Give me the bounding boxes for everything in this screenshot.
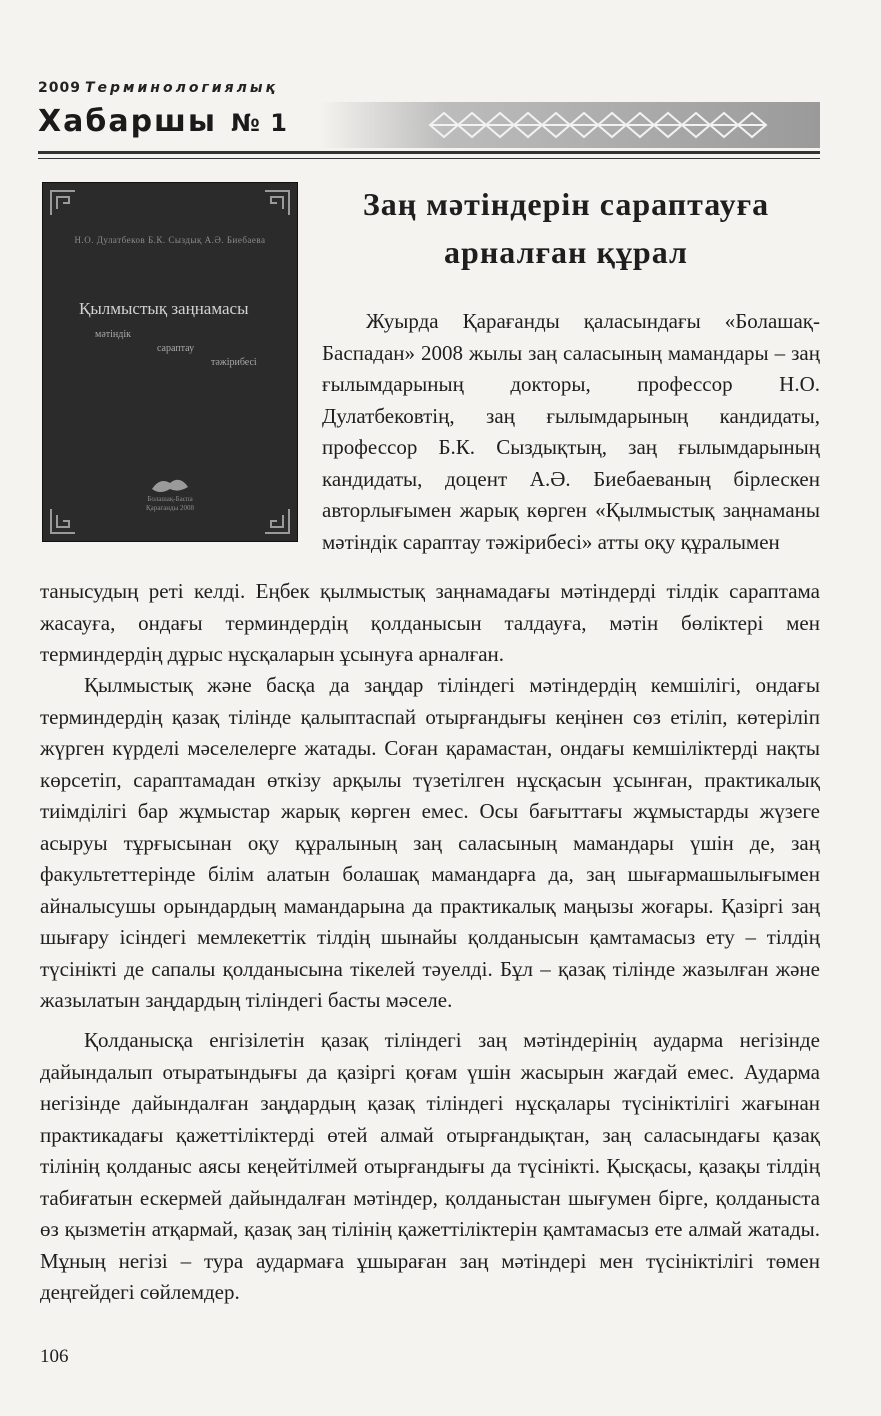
book-title-line3: сараптау bbox=[157, 343, 195, 354]
ornament-pattern-icon bbox=[320, 102, 820, 148]
page-number: 106 bbox=[40, 1346, 69, 1367]
article-paragraph-1-continued: танысудың реті келді. Еңбек қылмыстық заңнамадағы мәтіндерді тілдік сараптама жасауға, ондағы терминдердің қолданысын талдауға, мәтін бөліктері мен терминдердің дұрыс нұсқаларын ұсынуға арналған. bbox=[40, 579, 820, 666]
article-title-line1: Заң мәтіндерін сараптауға bbox=[362, 186, 770, 222]
article-paragraph-1: Жуырда Қарағанды қаласындағы «Болашақ-Баспадан» 2008 жылы заң саласының мамандары – заң ғылымдарының докторы, профессор Н.О. Дулатбековтің, заң ғылымдарының кандидаты, профессор Б.К. Сыздықтың, заң ғылымдарының кандидаты, доцент А.Ә. Биебаеваның бірлескен авторлығымен жарық көрген «Қылмыстық заңнаманы мәтіндік сараптау тәжірибесі» атты оқу құралымен bbox=[322, 309, 820, 554]
corner-ornament-icon bbox=[49, 189, 77, 217]
header-rule-thin bbox=[38, 158, 820, 159]
book-title-line4: тәжірибесі bbox=[211, 357, 257, 368]
journal-title: Хабаршы bbox=[38, 104, 218, 139]
corner-ornament-icon bbox=[263, 189, 291, 217]
issue-number: № 1 bbox=[231, 109, 288, 137]
book-city-year: Қарағанды 2008 bbox=[145, 504, 195, 512]
header-journal-title bbox=[38, 104, 288, 139]
publisher-emblem-icon bbox=[150, 473, 190, 495]
header-journal-word: Терминологиялық bbox=[84, 80, 278, 96]
header-year-line bbox=[38, 80, 278, 96]
book-title-main: Қылмыстық заңнамасы bbox=[79, 299, 249, 318]
header-rule-thick bbox=[38, 151, 820, 154]
article-title bbox=[310, 180, 822, 276]
header-ornament-band bbox=[320, 102, 820, 148]
book-authors: Н.О. Дулатбеков Б.К. Сыздық А.Ә. Биебаева bbox=[74, 235, 266, 245]
book-title-line2: мәтіндік bbox=[95, 329, 131, 340]
header-year: 2009 bbox=[38, 80, 81, 96]
book-publisher: Болашақ-Баспа bbox=[147, 495, 193, 503]
article-title-line2: арналған құрал bbox=[444, 234, 688, 270]
article-paragraph-3: Қолданысқа енгізілетін қазақ тіліндегі заң мәтіндерінің аударма негізінде дайындалып отыратындығы да қазіргі қоғам үшін жасырын жағдай емес. Аударма негізінде дайындалған заңдардың қазақ тіліндегі нұсқалары түсініктілігі жағынан практикадағы қажеттіліктерді өтей алмай отырғандықтан, заң саласындағы қазақ тілінің қолданыс аясы кеңейтілмей отырғандығы да түсінікті. Қысқасы, қазақы тілдің табиғатын ескермей дайындалған мәтіндер, қолданыстан шығумен бірге, қолданыста өз қызметін атқармай, қазақ заң тілінің қажеттіліктерін қамтамасыз ете алмай жатады. Мұның негізі – тура аудармаға ұшыраған заң мәтіндері мен түсініктілігі төмен деңгейдегі сөйлемдер. bbox=[40, 1028, 820, 1304]
book-publisher-info bbox=[43, 495, 297, 513]
book-cover-image bbox=[42, 182, 298, 542]
article-paragraph-2: Қылмыстық және басқа да заңдар тіліндегі мәтіндердің кемшілігі, ондағы терминдердің қазақ тілінде қалыптаспай отырғандығы кеңінен сөз етіліп, көтеріліп жүрген күрделі мәселелерге жатады. Соған қарамастан, ондағы кемшіліктерді нақты көрсетіп, сараптамадан өткізу арқылы түзетілген нұсқасын ұсынған, практикалық тиімділігі бар жұмыстар жарық көрген емес. Осы бағыттағы жұмыстарды жүзеге асыруы тұрғысынан оқу құралының заң саласының мамандары үшін де, заң факультеттерінде білім алатын болашақ мамандарға да, заң шығармашылығымен айналысушы орындардың мамандарына да практикалық маңызы жоғары. Қазіргі заң шығару ісіндегі мемлекеттік тілдің шынайы қолданысын қамтамасыз ету – тілдің түсінікті де сапалы қолданысына тікелей тәуелді. Бұл – қазақ тілінде жазылған және жазылатын заңдардың тіліндегі басты мәселе. bbox=[40, 673, 820, 1012]
